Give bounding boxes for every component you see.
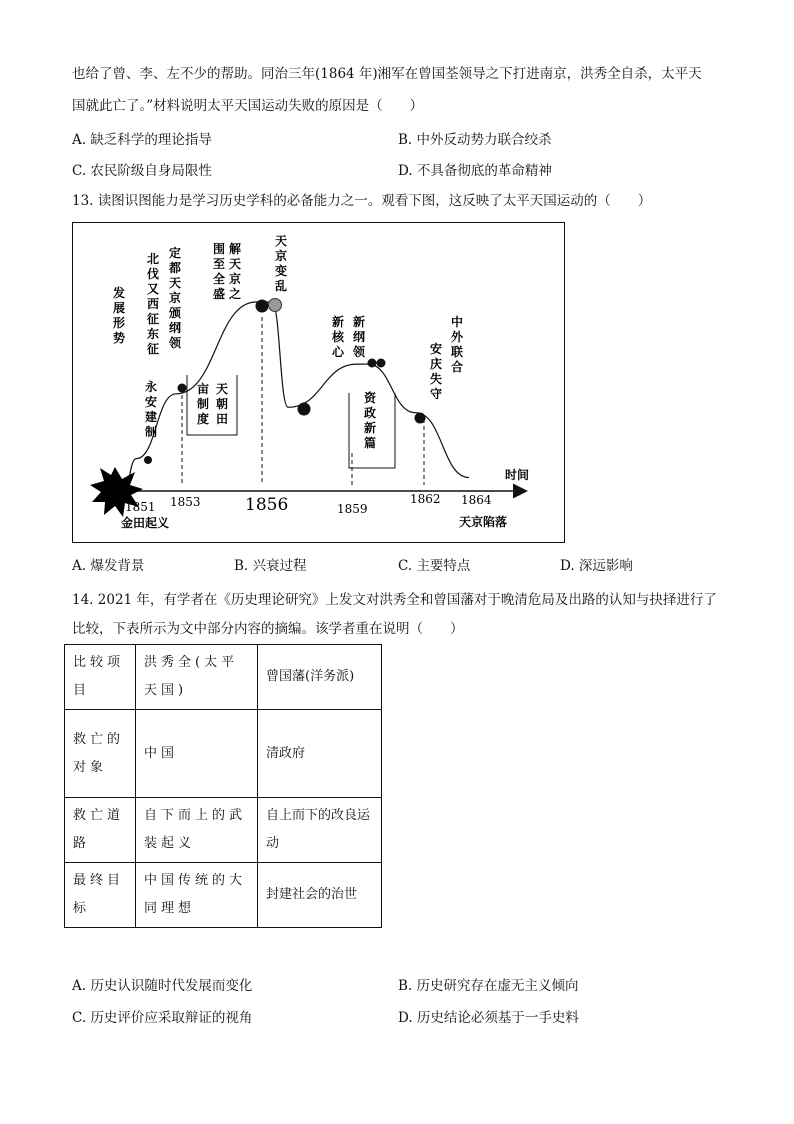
label-jintian: 金田起义: [121, 516, 170, 530]
label-yongan-jianzhi: 永安建制: [145, 380, 158, 439]
label-zizheng-col1: 资政新篇: [364, 391, 377, 450]
point-1853: [178, 384, 187, 393]
tick-1853: 1853: [170, 495, 201, 509]
x-axis-label: 时间: [505, 468, 530, 482]
table-header-cell: 洪秀全(太平天国): [136, 645, 258, 710]
table-cell: 自下而上的武装起义: [136, 798, 258, 863]
point-1859b: [377, 359, 386, 368]
y-axis-label: 发展形势: [113, 286, 126, 345]
q13-option-a[interactable]: A. 爆发背景: [72, 558, 145, 574]
tick-1856: 1856: [245, 495, 289, 515]
label-xin-gangling: 新纲领: [353, 315, 366, 359]
table-cell: 最终目标: [65, 863, 136, 928]
table-row: [65, 863, 382, 928]
label-beifa-col2: 东征: [147, 327, 160, 356]
label-dingdu-col1: 定都天京颁纲领: [169, 246, 182, 350]
label-tianjing-xianluo: 天京陷落: [459, 515, 508, 529]
q12-option-d[interactable]: D. 不具备彻底的革命精神: [398, 163, 552, 179]
table-cell: 清政府: [258, 710, 382, 798]
q12-option-a[interactable]: A. 缺乏科学的理论指导: [72, 132, 212, 148]
point-1851: [144, 456, 152, 464]
q12-text-line-1: 也给了曾、李、左不少的帮助。同治三年(1864 年)湘军在曾国荃领导之下打进南京，洪秀全自杀，太平天: [72, 66, 702, 82]
label-anqing-shishou: 安庆失守: [430, 342, 443, 401]
q13-option-b[interactable]: B. 兴衰过程: [234, 558, 307, 574]
comparison-table: [64, 644, 382, 928]
tick-1859: 1859: [337, 502, 368, 516]
point-trough-1857: [298, 403, 311, 416]
label-xin-hexin: 新核心: [332, 315, 345, 359]
table-cell: 救亡道路: [65, 798, 136, 863]
label-tianchao-col1: 亩制度: [197, 382, 210, 426]
taiping-trend-chart: [72, 222, 565, 543]
q12-option-b[interactable]: B. 中外反动势力联合绞杀: [398, 132, 552, 148]
table-header-row: [65, 645, 382, 710]
chart-svg: [73, 223, 566, 544]
label-jiewei-col2: 解天京之: [229, 242, 242, 301]
table-cell: 封建社会的治世: [258, 863, 382, 928]
q14-option-a[interactable]: A. 历史认识随时代发展而变化: [72, 978, 253, 994]
point-tianjing-bianluan: [269, 299, 282, 312]
q13-option-d[interactable]: D. 深远影响: [560, 558, 633, 574]
table-row: [65, 710, 382, 798]
table-cell: 中国: [136, 710, 258, 798]
q12-text-line-2: 国就此亡了。”材料说明太平天国运动失败的原因是（ ）: [72, 98, 424, 114]
q12-option-c[interactable]: C. 农民阶级自身局限性: [72, 163, 212, 179]
table-header-cell: 比较项目: [65, 645, 136, 710]
q14-option-c[interactable]: C. 历史评价应采取辩证的视角: [72, 1010, 253, 1026]
label-beifa-col1: 北伐又西征: [147, 252, 160, 326]
table-cell: 救亡的对象: [65, 710, 136, 798]
label-jiewei-col1: 围至全盛: [213, 242, 226, 301]
q14-option-b[interactable]: B. 历史研究存在虚无主义倾向: [398, 978, 579, 994]
q14-option-d[interactable]: D. 历史结论必须基于一手史料: [398, 1010, 579, 1026]
label-tianchao-col2: 天朝田: [216, 382, 229, 426]
tick-1851: 1851: [125, 500, 156, 514]
q14-stem-line-1: 14. 2021 年，有学者在《历史理论研究》上发文对洪秀全和曾国藩对于晚清危局及出路的认知与抉择进行了: [72, 592, 717, 608]
table-header-cell: 曾国藩(洋务派): [258, 645, 382, 710]
label-tianjing-bianluan: 天京变乱: [275, 234, 288, 293]
tick-1862: 1862: [410, 492, 441, 506]
point-1862: [415, 413, 426, 424]
q14-stem-line-2: 比较，下表所示为文中部分内容的摘编。该学者重在说明（ ）: [72, 621, 464, 637]
table-cell: 中国传统的大同理想: [136, 863, 258, 928]
q13-stem: 13. 读图识图能力是学习历史学科的必备能力之一。观看下图，这反映了太平天国运动的（ ）: [72, 193, 652, 209]
q13-option-c[interactable]: C. 主要特点: [398, 558, 471, 574]
label-zhongwai-lianhe: 中外联合: [451, 315, 464, 374]
point-1856: [256, 300, 269, 313]
point-1859a: [368, 359, 377, 368]
table-row: [65, 798, 382, 863]
table-cell: 自上而下的改良运动: [258, 798, 382, 863]
tick-1864: 1864: [461, 493, 492, 507]
tianchao-box: [187, 375, 237, 435]
